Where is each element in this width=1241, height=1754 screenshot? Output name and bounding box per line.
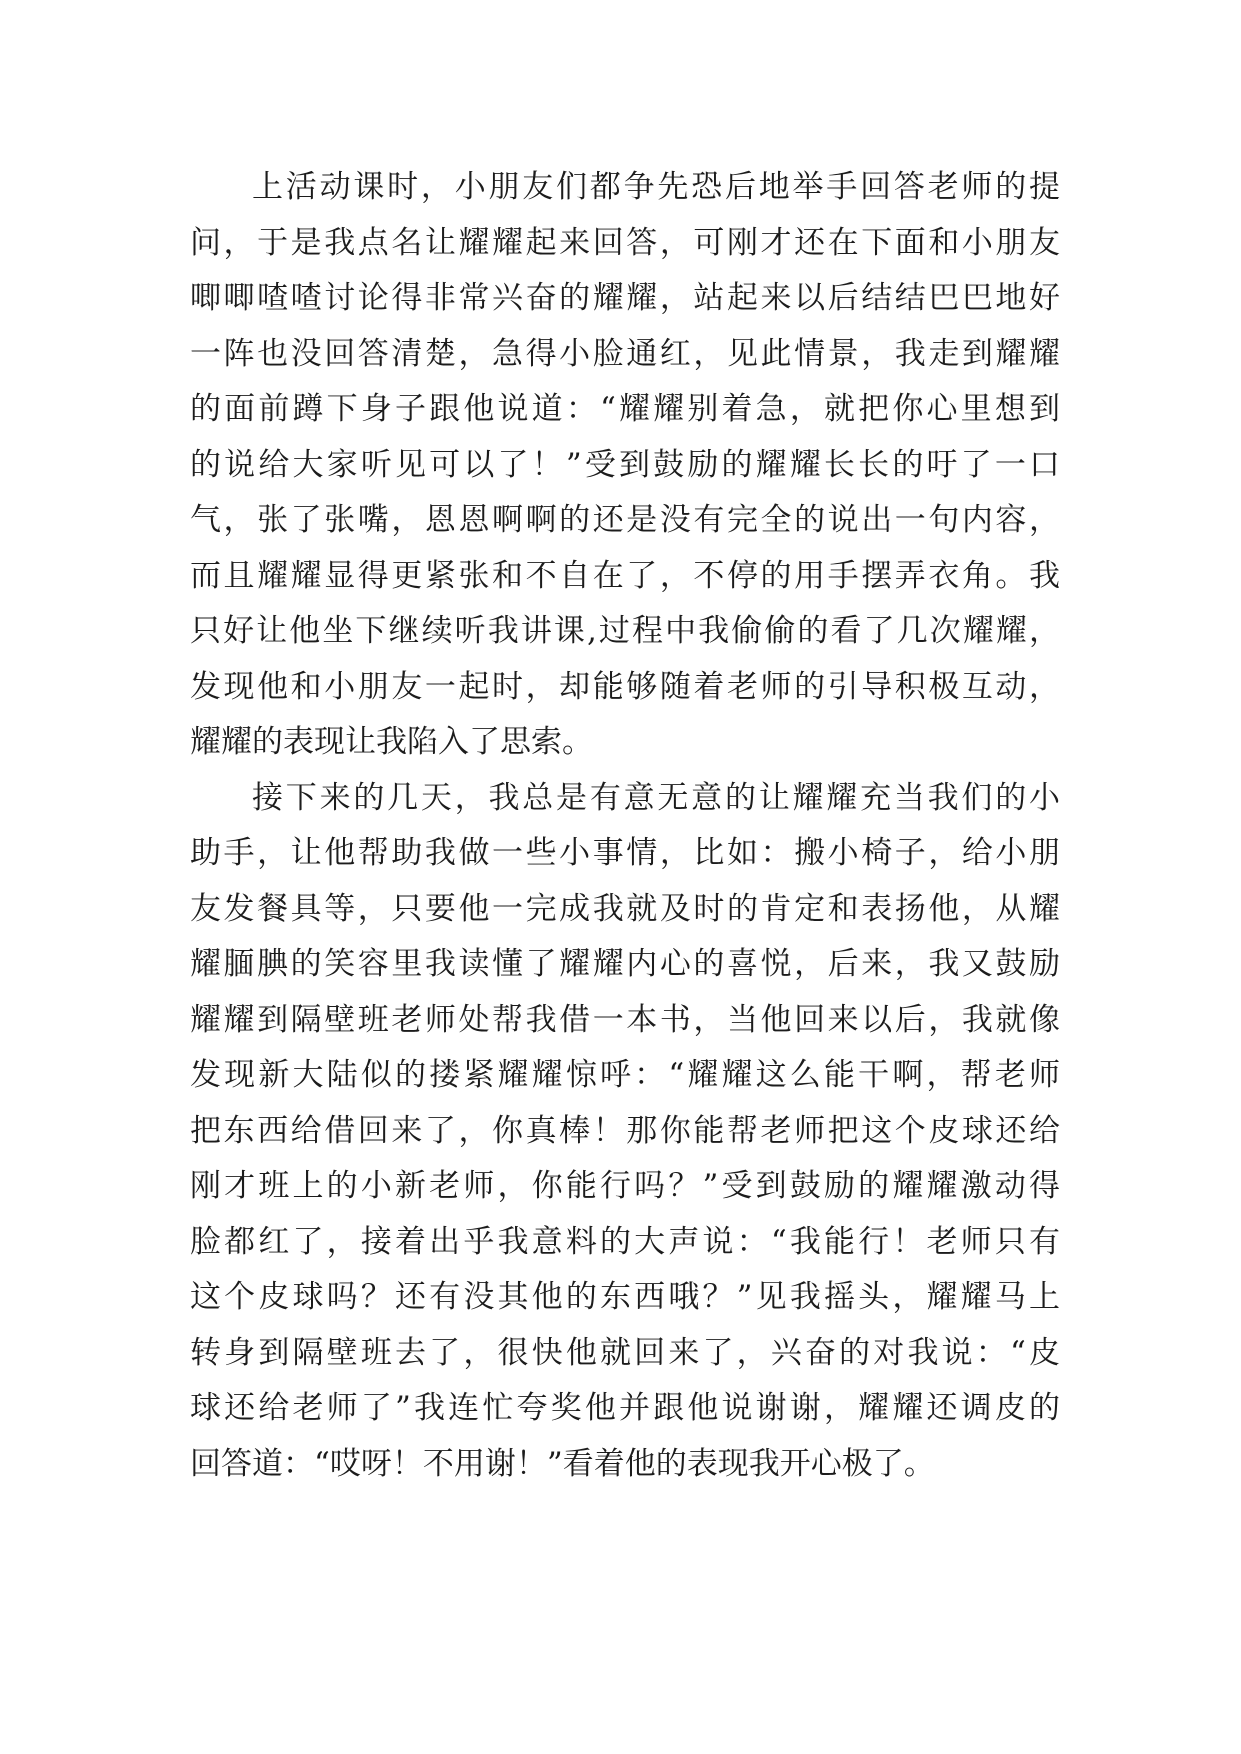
text-line: 发现新大陆似的搂紧耀耀惊呼：“耀耀这么能干啊，帮老师 — [190, 1057, 1060, 1093]
text-line: 耀腼腆的笑容里我读懂了耀耀内心的喜悦，后来，我又鼓励 — [190, 946, 1060, 982]
text-line: 回答道：“哎呀！不用谢！”看着他的表现我开心极了。 — [190, 1445, 935, 1482]
text-line: 发现他和小朋友一起时，却能够随着老师的引导积极互动， — [190, 668, 1060, 705]
text-line: 唧唧喳喳讨论得非常兴奋的耀耀，站起来以后结结巴巴地好 — [190, 280, 1060, 316]
text-line: 耀耀到隔壁班老师处帮我借一本书，当他回来以后，我就像 — [190, 1001, 1060, 1038]
paragraph-1 — [190, 160, 1060, 771]
text-line: 脸都红了，接着出乎我意料的大声说：“我能行！老师只有 — [190, 1223, 1060, 1260]
paragraph-2 — [190, 771, 1060, 1493]
text-line: 气，张了张嘴，恩恩啊啊的还是没有完全的说出一句内容， — [190, 502, 1060, 538]
text-line: 友发餐具等，只要他一完成我就及时的肯定和表扬他，从耀 — [190, 890, 1060, 927]
text-line: 的说给大家听见可以了！”受到鼓励的耀耀长长的吁了一口 — [190, 446, 1060, 483]
text-line: 的面前蹲下身子跟他说道：“耀耀别着急，就把你心里想到 — [190, 391, 1060, 427]
text-line: 这个皮球吗？还有没其他的东西哦？”见我摇头，耀耀马上 — [190, 1279, 1060, 1315]
text-line: 把东西给借回来了，你真棒！那你能帮老师把这个皮球还给 — [190, 1112, 1060, 1149]
text-line: 问，于是我点名让耀耀起来回答，可刚才还在下面和小朋友 — [190, 224, 1060, 261]
body-text — [190, 160, 1060, 1492]
text-line: 一阵也没回答清楚，急得小脸通红，见此情景，我走到耀耀 — [190, 335, 1060, 372]
text-line: 球还给老师了”我连忙夸奖他并跟他说谢谢，耀耀还调皮的 — [190, 1390, 1060, 1426]
text-line: 接下来的几天，我总是有意无意的让耀耀充当我们的小 — [252, 779, 1060, 816]
text-line: 而且耀耀显得更紧张和不自在了，不停的用手摆弄衣角。我 — [190, 557, 1060, 594]
text-line: 转身到隔壁班去了，很快他就回来了，兴奋的对我说：“皮 — [190, 1334, 1060, 1371]
text-line: 耀耀的表现让我陷入了思索。 — [190, 724, 593, 760]
text-line: 刚才班上的小新老师，你能行吗？”受到鼓励的耀耀激动得 — [190, 1168, 1060, 1204]
text-line: 上活动课时，小朋友们都争先恐后地举手回答老师的提 — [252, 169, 1060, 205]
text-line: 只好让他坐下继续听我讲课,过程中我偷偷的看了几次耀耀， — [190, 613, 1060, 649]
text-line: 助手，让他帮助我做一些小事情，比如：搬小椅子，给小朋 — [190, 835, 1060, 871]
